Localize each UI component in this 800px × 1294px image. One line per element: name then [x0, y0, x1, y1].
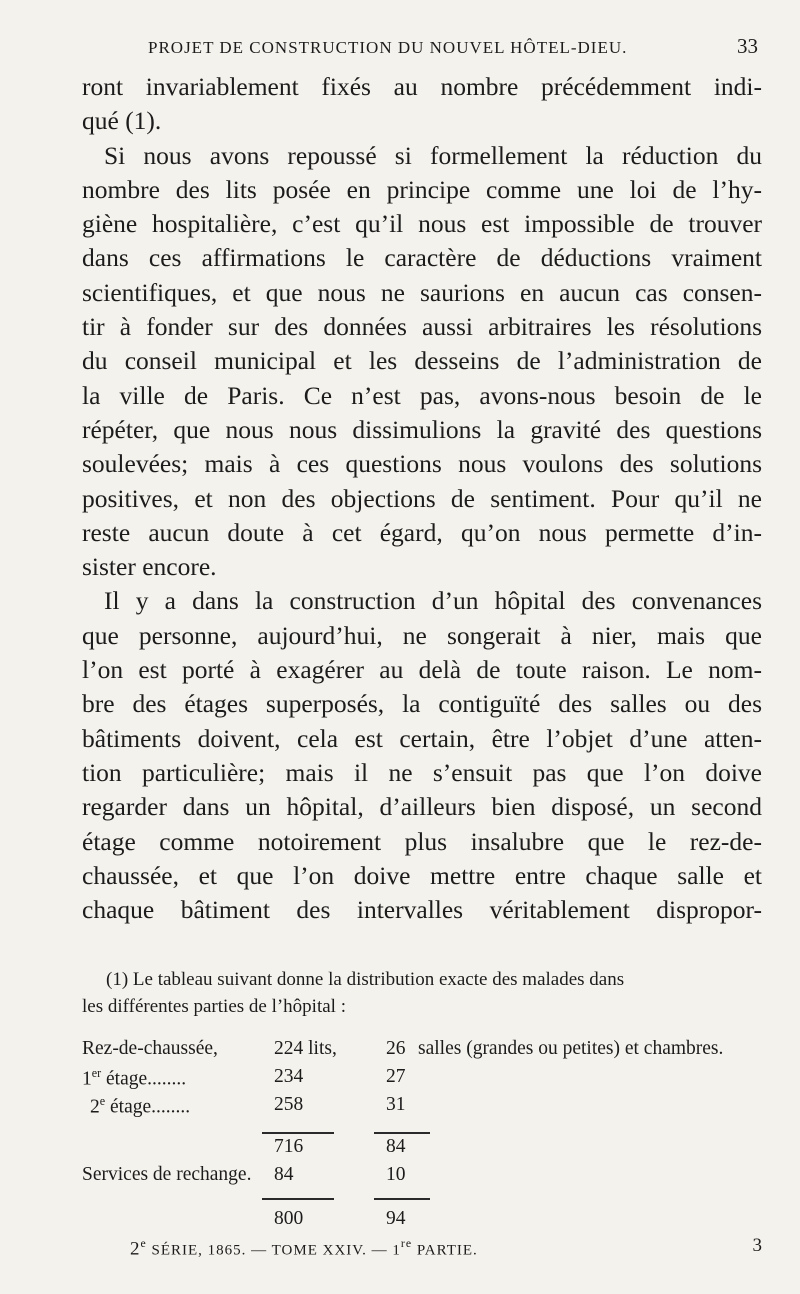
text-line: soulevées; mais à ces questions nous voulons des solutions: [82, 449, 762, 479]
running-header: [148, 34, 764, 58]
text-line: positives, et non des objections de sentiment. Pour qu’il ne: [82, 483, 762, 513]
row-label: Services de rechange.: [82, 1164, 252, 1185]
beds-subtotal: 716: [274, 1136, 304, 1157]
text-line: regarder dans un hôpital, d’ailleurs bien disposé, un second: [82, 792, 762, 822]
row-label: 2e étage........: [90, 1094, 191, 1118]
beds-cell: 84: [274, 1164, 294, 1185]
text-line: chaussée, et que l’on doive mettre entre chaque salle et: [82, 860, 762, 890]
reserve-row: [82, 1164, 772, 1192]
text-line: nombre des lits posée en principe comme une loi de l’hy-: [82, 174, 762, 204]
table-row: [82, 1038, 772, 1066]
rooms-cell: 26: [386, 1038, 406, 1059]
text-line: chaque bâtiment des intervalles véritablement dispropor-: [82, 895, 762, 925]
text-line: bâtiments doivent, cela est certain, être l’objet d’une atten-: [82, 723, 762, 753]
footnote-line: les différentes parties de l’hôpital :: [82, 996, 346, 1017]
subtotal-rule: [262, 1132, 334, 1134]
text-line: du conseil municipal et les desseins de l’administration de: [82, 346, 762, 376]
signature-line: [130, 1237, 770, 1267]
rooms-total: 94: [386, 1208, 406, 1229]
text-line: scientifiques, et que nous ne saurions en aucun cas consen-: [82, 277, 762, 307]
text-line: giène hospitalière, c’est qu’il nous est impossible de trouver: [82, 209, 762, 239]
rooms-cell: 31: [386, 1094, 406, 1115]
rooms-note: salles (grandes ou petites) et chambres.: [418, 1038, 724, 1059]
footnote: [82, 966, 762, 1020]
text-line: qué (1).: [82, 106, 162, 136]
beds-cell: 224 lits,: [274, 1038, 337, 1059]
subtotal-rule: [374, 1132, 430, 1134]
row-label: 1er étage........: [82, 1066, 187, 1090]
table-row: [82, 1066, 772, 1094]
rooms-cell: 10: [386, 1164, 406, 1185]
total-rule: [374, 1198, 430, 1200]
main-text: [82, 70, 762, 927]
page-number: 33: [737, 34, 758, 58]
total-row: [82, 1208, 772, 1236]
text-line: bre des étages superposés, la contiguïté des salles ou des: [82, 689, 762, 719]
beds-cell: 258: [274, 1094, 304, 1115]
running-title: PROJET DE CONSTRUCTION DU NOUVEL HÔTEL-DIEU.: [148, 38, 628, 57]
beds-total: 800: [274, 1208, 304, 1229]
text-line: Si nous avons repoussé si formellement la réduction du: [104, 140, 762, 170]
series-info: 2e SÉRIE, 1865. — TOME XXIV. — 1re PARTIE.: [130, 1237, 478, 1260]
footnote-line: (1) Le tableau suivant donne la distribution exacte des malades dans: [106, 969, 625, 990]
text-line: que personne, aujourd’hui, ne songerait à nier, mais que: [82, 620, 762, 650]
text-line: sister encore.: [82, 552, 217, 582]
beds-distribution-table: [82, 1038, 772, 1229]
total-rule: [262, 1198, 334, 1200]
row-label: Rez-de-chaussée,: [82, 1038, 218, 1059]
beds-cell: 234: [274, 1066, 304, 1087]
text-line: Il y a dans la construction d’un hôpital des convenances: [104, 586, 762, 616]
text-line: répéter, que nous nous dissimulions la gravité des questions: [82, 414, 762, 444]
text-line: tir à fonder sur des données aussi arbitraires les résolutions: [82, 312, 762, 342]
rooms-subtotal: 84: [386, 1136, 406, 1157]
rooms-cell: 27: [386, 1066, 406, 1087]
table-row: [82, 1094, 772, 1122]
text-line: ront invariablement fixés au nombre précédemment indi-: [82, 72, 762, 101]
text-line: tion particulière; mais il ne s’ensuit pas que l’on doive: [82, 757, 762, 787]
text-line: l’on est porté à exagérer au delà de toute raison. Le nom-: [82, 655, 762, 685]
subtotal-row: [82, 1136, 772, 1164]
signature-mark: 3: [752, 1235, 762, 1256]
text-line: étage comme notoirement plus insalubre que le rez-de-: [82, 826, 762, 856]
text-line: reste aucun doute à cet égard, qu’on nous permette d’in-: [82, 517, 762, 547]
text-line: dans ces affirmations le caractère de déductions vraiment: [82, 243, 762, 273]
text-line: la ville de Paris. Ce n’est pas, avons-nous besoin de le: [82, 380, 762, 410]
